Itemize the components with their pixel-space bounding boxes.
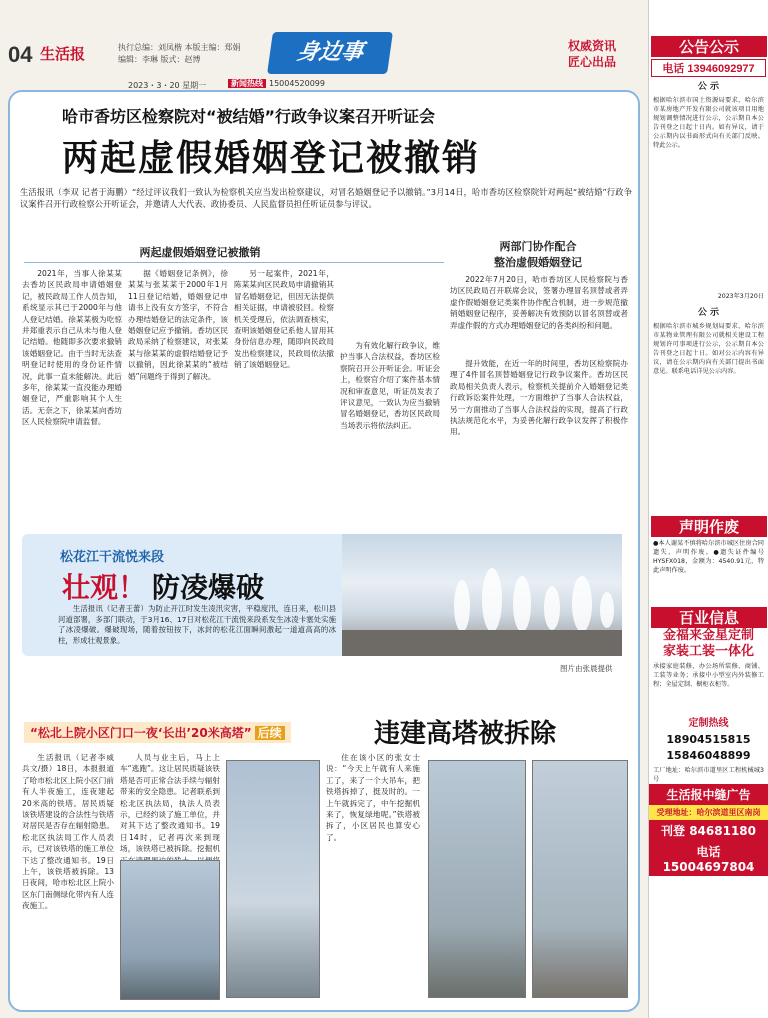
story3-col1 xyxy=(22,752,114,1004)
ice-blast-svg xyxy=(342,534,622,656)
editors-line2: 编辑：李琳 版式：赵博 xyxy=(118,55,201,64)
story1-lead: 生活报讯（李双 记者于海鹏）“经过评议我们一致认为检察机关应当发出检察建议，对冒名婚姻登记予以撤销。”3月14日，哈市香坊区检察院针对两起“被结婚”行政争议案件召开行政检察公开听证会，并邀请人大代表、政协委员、人民监督员担任听证员参与评议。 xyxy=(20,187,632,209)
biz-ad-line1: 金福来金星定制 xyxy=(662,628,754,643)
story1-subhead-right2: 整治虚假婚姻登记 xyxy=(494,256,582,269)
story1-col2 xyxy=(128,268,228,520)
bottom-ad-title: 生活报中缝广告 xyxy=(649,784,768,805)
biz-phone2: 15846048899 xyxy=(666,749,751,762)
subhead-line xyxy=(24,262,444,263)
story1-col3 xyxy=(234,268,334,520)
demolition-photo-3 xyxy=(532,760,628,998)
story3-col2 xyxy=(120,752,220,852)
story3-tag-text: “松北上院小区门口一夜‘长出’20米高塔” xyxy=(30,726,252,740)
bottom-ad-sub: 受理地址：哈尔滨道里区南岗 xyxy=(649,805,768,820)
page-number: 04 xyxy=(8,42,33,67)
story3-col3-text: 住在该小区的张女士说：“今天上午就有人来施工了，来了一个大吊车，把铁塔拆掉了，挺及时的。一上午就拆完了，中午挖掘机来了，恢复绿地呢。”铁塔被拆了，小区居民也算安心了。 xyxy=(326,753,420,842)
demolition-photo-1 xyxy=(120,860,220,1000)
bottom-ad-phone1 xyxy=(649,820,768,841)
story3-tag-follow: 后续 xyxy=(255,726,285,740)
story2-caption: 图片由张晨提供 xyxy=(560,664,613,673)
story3-col3 xyxy=(326,752,420,862)
notice2-text: 根据哈尔滨市城乡规划局要求，哈尔滨市某物业管理有限公司就相关建设工程规划许可事项进行公示，公示期自本公告刊登之日起十日。如对公示内容有异议，请在公示期内向有关部门提出书面意见。联系电话详见公示内容。 xyxy=(653,323,764,375)
story3-col1-text: 生活报讯（记者李威 兵文/摄）18日，本报报道了哈市松北区上院小区门前有人半夜施工，连夜建起20米高的铁塔。居民质疑该铁塔建设的合法性与铁塔对居民是否存在辐射隐患。松北区执法局工作人员表示，已对该铁塔的施工单位下达了整改通知书。19日上午，该铁塔被拆除。13日夜间，哈市松北区上院小区东门南侧绿化带内有人连夜施工。 xyxy=(22,753,114,911)
biz-address: 工厂地址：哈尔滨市道里区工程机械城3号 xyxy=(653,767,764,783)
story1-col6-text: 提升效能，在近一年的时间里，香坊区检察院办理了4件冒名顶替婚姻登记行政争议案件。香坊区民政局相关负责人表示，检察机关提前介入婚姻登记类行政诉讼案件处理，一方面维护了当事人合法权益，另一方面推动了当事人合法权益的实现，提高了行政执法规范化水平，为妥善化解行政争议发挥了积极作用。 xyxy=(450,359,628,437)
hotline xyxy=(228,78,325,89)
issue-date: 2023・3・20 星期一 xyxy=(128,81,207,90)
notice-phone-number: 13946092977 xyxy=(687,63,755,75)
story1-subhead-left: 两起虚假婚姻登记被撤销 xyxy=(139,246,261,259)
story2-big-red: 壮观！ xyxy=(62,571,147,604)
notice-phone-label: 电话 xyxy=(662,63,685,75)
notice1-title: 公 示 xyxy=(697,82,720,92)
story1-col1 xyxy=(22,268,122,520)
biz-ad-line2: 家装工装一体化 xyxy=(662,644,754,659)
story1-col4 xyxy=(340,340,440,520)
biz-title: 百业信息 xyxy=(651,607,767,628)
story1-col1-text: 2021年，当事人徐某某去香坊区民政局申请婚姻登记，被民政局工作人员告知，系统显示其已于2000年与他人登记结婚。徐某某极为吃惊并郑重表示自己从未与他人登记结婚。他随即多次要求撤销该婚姻登记。由于当时无法查明登记时使用的身份证件情况，此事一直未能解决。此后多年，徐某某一直没能办理婚姻登记，严重影响其个人生活。无奈之下，徐某某向香坊区人民检察院申请监督。 xyxy=(22,269,122,427)
story2-small-title: 松花江干流悦来段 xyxy=(60,550,165,565)
declare-text: ●本人谢某不慎将哈尔滨市城区住房合同遗失，声明作废。●遗失证件编号HYSFX018，金额为：4540.91元，特此声明作废。 xyxy=(653,540,764,574)
story1-col5-text: 2022年7月20日，哈市香坊区人民检察院与香坊区民政局召开联席会议，签署办理冒名顶替或者弄虚作假婚姻登记类案件协作配合机制，进一步规范撤销婚姻登记程序，妥善解决有效预防以冒名顶替或者弄虚作假的方式办理婚姻登记的各类纠纷和问题。 xyxy=(450,275,628,330)
sidebar xyxy=(648,0,768,1018)
demolition-photo-2 xyxy=(428,760,526,998)
editor-credits xyxy=(118,42,241,66)
story1-col4-text: 为有效化解行政争议，维护当事人合法权益，香坊区检察院召开公开听证会。听证会上，检察官介绍了案件基本情况和审查意见，听证员发表了评议意见，一致认为应当撤销冒名婚姻登记，香坊区民政局当场表示将依法纠正。 xyxy=(340,341,440,430)
paper-name: 生活报 xyxy=(40,45,86,63)
story3-headline: 违建高塔被拆除 xyxy=(374,719,557,749)
story1-headline: 两起虚假婚姻登记被撤销 xyxy=(62,137,481,179)
section-banner: 身边事 xyxy=(267,32,393,74)
notice-phone xyxy=(651,59,766,77)
bottom-phone1: 84681180 xyxy=(689,824,756,838)
story2-body xyxy=(58,604,336,654)
story1-col6 xyxy=(450,358,628,523)
story3-tag xyxy=(24,722,291,743)
bottom-ad-phone2 xyxy=(649,841,768,876)
biz-hotline-label: 定制热线 xyxy=(688,718,729,729)
biz-phone1: 18904515815 xyxy=(666,733,751,746)
notice1-text: 根据哈尔滨市国土资源局要求，哈尔滨市某房地产开发有限公司就该项目用地规划调整情况进行公示，公示期自本公告刊登之日起十日内。如有异议，请于公示期内以书面形式向有关部门反映。特此公示。 xyxy=(653,97,764,149)
story3-col2-text: 人员与业主后，马上上车“逃跑”。这让居民质疑该铁塔是否可正常合法手续与辐射带来的安全隐患。记者联系到松北区执法局，执法人员表示，已经约谈了施工单位，并对其下达了整改通知书。19日14时，记者再次来到现场，该铁塔已被拆除。挖掘机 xyxy=(120,753,220,854)
editors-line1: 执行总编：刘凤楷 本版主编：郑娟 xyxy=(118,43,241,52)
bottom-phone2-label: 电话 xyxy=(696,845,721,859)
story1-col2-text: 据《婚姻登记条例》，徐某某与张某某于2000年1月11日登记结婚，婚姻登记申请书上没有女方签字，不符合办理结婚登记的法定条件，该婚姻登记应予撤销。香坊区民政局采纳了检察建议，对张某某与徐某某的虚假结婚登记予以撤销，因此徐某某的“被结婚”问题终于得到了解决。 xyxy=(128,269,228,381)
story2-big-title xyxy=(62,566,264,606)
declare-title: 声明作废 xyxy=(651,516,767,537)
story2-body-text: 生活报讯（记者王蕾）为防止开江时发生凌汛灾害，平稳度汛，连日来，松川县河道部署，多部门联动，于3月16、17日对松花江干流悦来段系发生冰凌卡塞处实施了冰凌爆破。爆破现场，随着按钮按下，冰封的松花江面瞬间激起一道道高高的冰柱，形成壮观景象。 xyxy=(58,604,336,645)
notice1-date: 2023年3月20日 xyxy=(717,293,764,300)
hotline-number: 15004520099 xyxy=(269,79,325,88)
slogan xyxy=(568,38,616,70)
notice2-title: 公 示 xyxy=(697,308,720,318)
story2-big-black: 防凌爆破 xyxy=(152,571,265,604)
story1-col3-text: 另一起案件，2021年，陈某某向区民政局申请撤销其冒名婚姻登记，但因无法提供相关证据，申请被驳回。检察机关受理后，依法调查核实，查明该婚姻登记系他人冒用其身份信息办理，随即向民政局发出检察建议，民政局依法撤销了该婚姻登记。 xyxy=(234,269,334,370)
hotline-label: 新闻热线 xyxy=(228,79,266,88)
slogan-line2: 匠心出品 xyxy=(568,55,617,69)
story1-subhead-right1: 两部门协作配合 xyxy=(499,240,577,253)
tower-photo xyxy=(226,760,320,998)
story1-col5 xyxy=(450,274,628,354)
story1-subtitle: 哈市香坊区检察院对“被结婚”行政争议案召开听证会 xyxy=(62,107,436,126)
bottom-phone2: 15004697804 xyxy=(662,860,755,874)
slogan-line1: 权威资讯 xyxy=(568,39,617,53)
notice-title: 公告公示 xyxy=(651,36,767,57)
biz-text: 承接家庭装修、办公场所装修、商铺、工装等业务；承接中小型室内外装修工程；全屋定制、橱柜衣柜等。 xyxy=(653,663,764,688)
bottom-phone1-label: 刊登 xyxy=(661,824,686,838)
ice-blast-photo xyxy=(342,534,622,656)
